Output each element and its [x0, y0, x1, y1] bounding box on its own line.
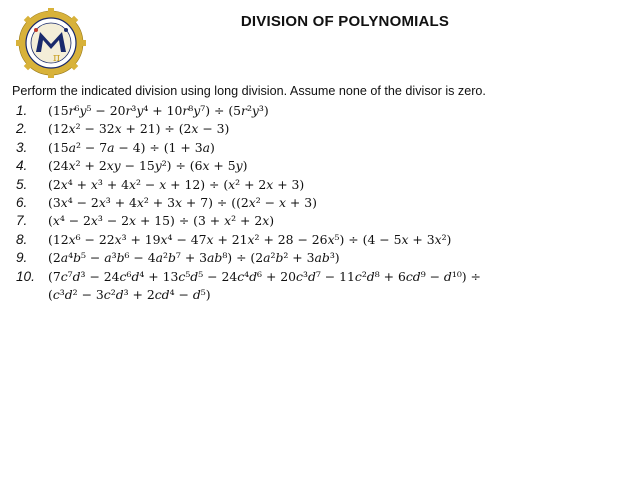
problem-item [16, 195, 631, 213]
problem-expression: (24𝑥² + 2𝑥𝑦 − 15𝑦²) ÷ (6𝑥 + 5𝑦) [48, 158, 248, 174]
svg-text:π: π [53, 51, 61, 64]
problem-expression: (12𝑥² − 32𝑥 + 21) ÷ (2𝑥 − 3) [48, 121, 230, 137]
problem-item [16, 250, 631, 268]
problem-number: 9. [16, 250, 28, 266]
problem-expression-continued: (𝑐³𝑑² − 3𝑐²𝑑³ + 2𝑐𝑑⁴ − 𝑑⁵) [48, 286, 211, 302]
problem-item [16, 140, 631, 158]
problem-item [16, 103, 631, 121]
problem-expression: (𝑥⁴ − 2𝑥³ − 2𝑥 + 15) ÷ (3 + 𝑥² + 2𝑥) [48, 213, 275, 229]
problem-number: 2. [16, 121, 28, 137]
problem-expression: (2𝑥⁴ + 𝑥³ + 4𝑥² − 𝑥 + 12) ÷ (𝑥² + 2𝑥 + 3) [48, 176, 305, 192]
problem-item [16, 232, 631, 250]
problem-item [16, 121, 631, 139]
problem-continuation [16, 287, 631, 305]
problem-number: 10. [16, 268, 35, 284]
problem-expression: (15𝑟⁶𝑦⁵ − 20𝑟³𝑦⁴ + 10𝑟⁸𝑦⁷) ÷ (5𝑟²𝑦³) [48, 103, 269, 118]
problem-expression: (3𝑥⁴ − 2𝑥³ + 4𝑥² + 3𝑥 + 7) ÷ ((2𝑥² − 𝑥 + 3) [48, 194, 317, 210]
problem-number: 7. [16, 213, 28, 229]
problem-expression: (12𝑥⁶ − 22𝑥³ + 19𝑥⁴ − 47𝑥 + 21𝑥² + 28 − 26𝑥⁵) ÷ (4 − 5𝑥 + 3𝑥²) [48, 231, 452, 247]
problem-list [16, 103, 631, 305]
instructions-text: Perform the indicated division using long division. Assume none of the divisor is zero. [12, 84, 486, 98]
problem-item [16, 177, 631, 195]
problem-number: 5. [16, 176, 28, 192]
problem-item [16, 158, 631, 176]
problem-number: 3. [16, 139, 28, 155]
problem-expression: (15𝑎² − 7𝑎 − 4) ÷ (1 + 3𝑎) [48, 139, 215, 155]
page-title: DIVISION OF POLYNOMIALS [240, 13, 450, 30]
problem-number: 8. [16, 231, 28, 247]
problem-item [16, 213, 631, 231]
problem-number: 4. [16, 158, 28, 174]
problem-expression: (7𝑐⁷𝑑³ − 24𝑐⁶𝑑⁴ + 13𝑐⁵𝑑⁵ − 24𝑐⁴𝑑⁶ + 20𝑐³𝑑⁷ − 11𝑐²𝑑⁸ + 6𝑐𝑑⁹ − 𝑑¹⁰) ÷ [48, 268, 481, 284]
problem-number: 6. [16, 194, 28, 210]
problem-number: 1. [16, 103, 28, 118]
problem-item [16, 269, 631, 287]
problem-expression: (2𝑎⁴𝑏⁵ − 𝑎³𝑏⁶ − 4𝑎²𝑏⁷ + 3𝑎𝑏⁸) ÷ (2𝑎²𝑏² + 3𝑎𝑏³) [48, 250, 340, 266]
